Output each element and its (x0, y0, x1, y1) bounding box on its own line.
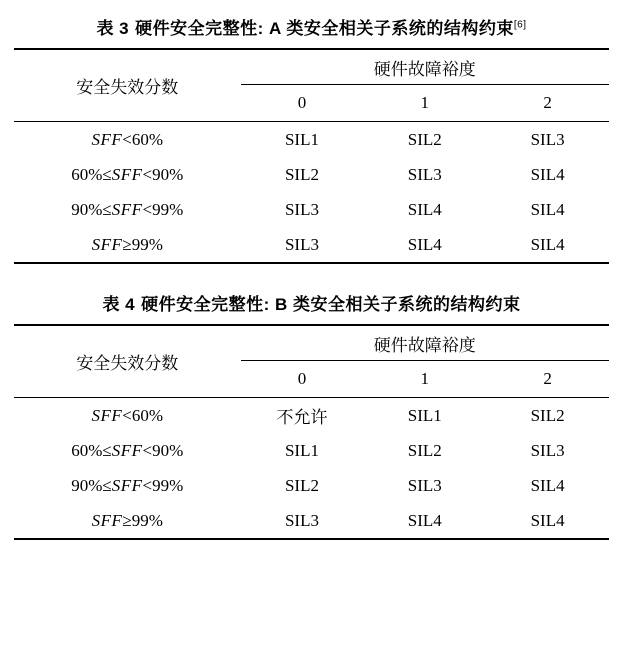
cell-value: SIL4 (407, 199, 442, 219)
row-label: SFF≥99% (14, 503, 241, 539)
row-label: SFF<60% (91, 129, 164, 149)
cell-value: SIL2 (407, 129, 442, 149)
table-row (14, 398, 609, 434)
cell-value: SIL3 (530, 440, 565, 460)
table-body-2 (14, 398, 609, 540)
cell-value: SIL4 (530, 475, 565, 495)
row-label: 60%≤SFF<90% (71, 164, 184, 184)
table-head-1 (14, 49, 609, 122)
sub-header-0-2: 0 (297, 369, 307, 388)
table-caption-number-1: 表 3 (96, 19, 130, 38)
row-label: 90%≤SFF<99% (71, 475, 184, 495)
table-header-row-top-1 (14, 49, 609, 85)
row-label: SFF≥99% (14, 227, 241, 263)
sub-header-0-1: 0 (297, 93, 307, 112)
table-header-row-top-2 (14, 325, 609, 361)
table-row (14, 503, 609, 539)
table-caption-number-2: 表 4 (102, 295, 136, 314)
table-caption-superscript-1: [6] (513, 19, 527, 31)
cell-value: SIL3 (241, 503, 364, 539)
cell-value: SIL3 (284, 199, 319, 219)
row-header-label-1: 安全失效分数 (14, 49, 241, 121)
cell-value: SIL1 (284, 129, 319, 149)
sub-header-1-2: 1 (420, 369, 430, 388)
cell-value: SIL1 (407, 405, 442, 425)
cell-value: SIL4 (363, 503, 486, 539)
constraints-table-2 (14, 324, 609, 540)
row-label: 60%≤SFF<90% (71, 440, 184, 460)
table-block-2 (14, 284, 609, 540)
row-label: 90%≤SFF<99% (71, 199, 184, 219)
table-row (14, 122, 609, 158)
sub-header-2-1: 2 (543, 93, 552, 112)
row-label: SFF<60% (91, 405, 164, 425)
cell-value: SIL3 (241, 227, 364, 263)
cell-value: SIL2 (530, 405, 565, 425)
cell-value: SIL3 (407, 164, 442, 184)
table-body-1 (14, 122, 609, 264)
cell-value: SIL2 (407, 440, 442, 460)
cell-value: SIL2 (284, 164, 319, 184)
cell-value: SIL4 (530, 164, 565, 184)
table-row (14, 468, 609, 503)
cell-value: SIL2 (284, 475, 319, 495)
constraints-table-1 (14, 48, 609, 264)
table-caption-2 (14, 284, 609, 324)
cell-value: SIL4 (363, 227, 486, 263)
cell-value: SIL4 (530, 199, 565, 219)
table-row (14, 227, 609, 263)
row-header-label-2: 安全失效分数 (14, 325, 241, 397)
sub-header-2-2: 2 (543, 369, 552, 388)
table-head-2 (14, 325, 609, 398)
cell-value: SIL3 (530, 129, 565, 149)
sub-header-1-1: 1 (420, 93, 430, 112)
table-caption-1 (14, 8, 609, 48)
group-header-label-2: 硬件故障裕度 (241, 325, 609, 361)
cell-value: SIL4 (486, 503, 609, 539)
table-block-1 (14, 8, 609, 264)
cell-value: SIL3 (407, 475, 442, 495)
table-row (14, 157, 609, 192)
cell-value: SIL1 (284, 440, 319, 460)
table-row (14, 192, 609, 227)
group-header-label-1: 硬件故障裕度 (241, 49, 609, 85)
table-row (14, 433, 609, 468)
table-caption-text-2: 硬件安全完整性: B 类安全相关子系统的结构约束 (141, 295, 521, 314)
cell-value: SIL4 (486, 227, 609, 263)
table-caption-text-1: 硬件安全完整性: A 类安全相关子系统的结构约束 (135, 19, 514, 38)
cell-value: 不允许 (276, 408, 328, 427)
table-gap (14, 270, 609, 284)
